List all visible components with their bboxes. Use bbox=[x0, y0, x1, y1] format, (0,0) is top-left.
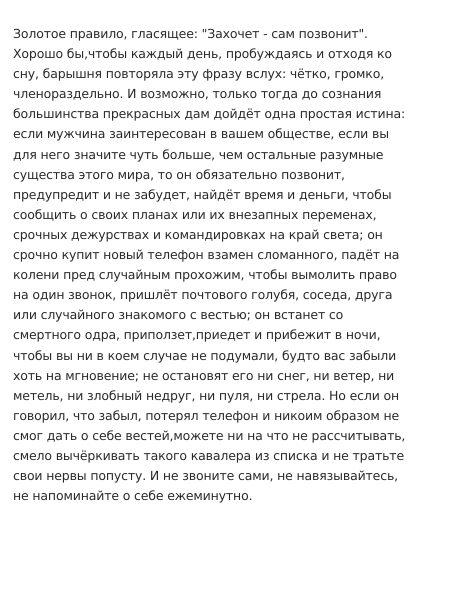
text-line: метель, ни злобный недруг, ни пуля, ни стрела. Но если он bbox=[13, 387, 400, 403]
text-line: колени пред случайным прохожим, чтобы вымолить право bbox=[13, 267, 397, 283]
text-line: свои нервы попусту. И не звоните сами, не навязывайтесь, bbox=[13, 468, 398, 484]
text-line: смело вычёркивать такого кавалера из списка и не тратьте bbox=[13, 447, 404, 463]
text-line: не напоминайте о себе ежеминутно. bbox=[13, 488, 253, 504]
text-line: большинства прекрасных дам дойдёт одна простая истина: bbox=[13, 106, 406, 122]
text-line: чтобы вы ни в коем случае не подумали, будто вас забыли bbox=[13, 347, 397, 363]
text-line: для него значите чуть больше, чем остальные разумные bbox=[13, 146, 384, 162]
body-text bbox=[13, 24, 457, 506]
text-line: сну, барышня повторяла эту фразу вслух: чётко, громко, bbox=[13, 66, 385, 82]
text-line: предупредит и не забудет, найдёт время и деньги, чтобы bbox=[13, 186, 392, 202]
text-line: сообщить о своих планах или их внезапных переменах, bbox=[13, 206, 377, 222]
text-line: членораздельно. И возможно, только тогда до сознания bbox=[13, 86, 382, 102]
text-line: существа этого мира, то он обязательно позвонит, bbox=[13, 166, 345, 182]
text-line: смертного одра, приползет,приедет и прибежит в ночи, bbox=[13, 327, 381, 343]
text-line: или случайного знакомого с вестью; он встанет со bbox=[13, 307, 344, 323]
text-line: смог дать о себе вестей,можете ни на что не рассчитывать, bbox=[13, 427, 406, 443]
text-line: говорил, что забыл, потерял телефон и никоим образом не bbox=[13, 407, 400, 423]
text-line: Золотое правило, гласящее: "Захочет - сам позвонит". bbox=[13, 26, 368, 41]
text-line: хоть на мгновение; не остановят его ни снег, ни ветер, ни bbox=[13, 367, 395, 383]
text-line: Хорошо бы,чтобы каждый день, пробуждаясь и отходя ко bbox=[13, 46, 392, 62]
text-line: если мужчина заинтересован в вашем обществе, если вы bbox=[13, 126, 389, 142]
text-line: срочно купит новый телефон взамен сломанного, падёт на bbox=[13, 247, 400, 263]
text-line: на один звонок, пришлёт почтового голубя, соседа, друга bbox=[13, 287, 393, 303]
text-line: срочных дежурствах и командировках на край света; он bbox=[13, 226, 383, 242]
